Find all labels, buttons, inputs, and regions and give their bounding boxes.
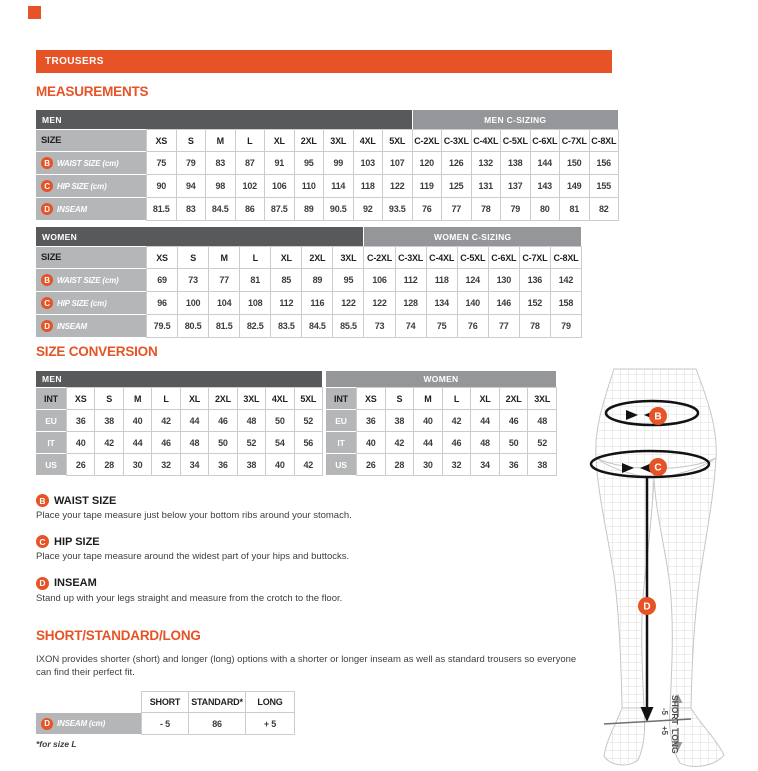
value-cell: 90: [147, 175, 176, 197]
guide-hip: [36, 535, 456, 563]
value-cell: 152: [520, 292, 550, 314]
value-cell: 85: [271, 269, 301, 291]
guide-text: Stand up with your legs straight and measure from the crotch to the floor.: [36, 592, 343, 604]
size-header-cell: C-7XL: [520, 247, 550, 268]
footnote: *for size L: [36, 739, 77, 749]
value-cell: 146: [489, 292, 519, 314]
size-header-cell: M: [124, 388, 151, 409]
row-label-text: WAIST SIZE (cm): [57, 275, 119, 285]
region-row-label: EU: [36, 410, 66, 431]
size-header-cell: 4XL: [354, 130, 383, 151]
group-band: MEN: [36, 110, 412, 129]
value-cell: 75: [147, 152, 176, 174]
value-cell: 69: [147, 269, 177, 291]
row-label-text: HIP SIZE (cm): [57, 298, 107, 308]
d-badge: D: [36, 577, 49, 590]
value-cell: 32: [443, 454, 471, 475]
value-cell: 142: [551, 269, 581, 291]
value-cell: 130: [489, 269, 519, 291]
value-cell: 98: [206, 175, 235, 197]
size-header-cell: L: [236, 130, 265, 151]
d-badge: D: [41, 203, 53, 215]
value-cell: 80: [531, 198, 560, 220]
value-cell: 36: [500, 454, 528, 475]
value-cell: 89: [295, 198, 324, 220]
inseam-options-table: [36, 692, 293, 734]
value-cell: 42: [95, 432, 122, 453]
value-cell: 100: [178, 292, 208, 314]
value-cell: 140: [458, 292, 488, 314]
size-header-cell: 4XL: [266, 388, 293, 409]
value-cell: 46: [152, 432, 179, 453]
size-header-cell: XS: [147, 130, 176, 151]
value-cell: 158: [551, 292, 581, 314]
size-header-cell: C-6XL: [531, 130, 560, 151]
value-cell: 79: [177, 152, 206, 174]
size-header-cell: 2XL: [500, 388, 528, 409]
size-header-cell: 2XL: [209, 388, 236, 409]
size-header-cell: XS: [147, 247, 177, 268]
value-cell: 38: [95, 410, 122, 431]
value-cell: 124: [458, 269, 488, 291]
csizing-band: MEN C-SIZING: [413, 110, 619, 129]
int-row-label: INT: [326, 388, 356, 409]
size-header-cell: C-4XL: [472, 130, 501, 151]
value-cell: 74: [396, 315, 426, 337]
value-cell: 104: [209, 292, 239, 314]
measurements-table-men: [36, 110, 618, 220]
value-cell: 108: [240, 292, 270, 314]
value-cell: 26: [67, 454, 94, 475]
value-cell: 46: [443, 432, 471, 453]
size-header-cell: M: [209, 247, 239, 268]
size-header-cell: S: [386, 388, 414, 409]
value-cell: 84.5: [302, 315, 332, 337]
size-header-cell: L: [240, 247, 270, 268]
value-cell: 36: [357, 410, 385, 431]
value-cell: 156: [590, 152, 619, 174]
value-cell: 81: [240, 269, 270, 291]
size-header-cell: M: [414, 388, 442, 409]
measurements-table-women: [36, 227, 581, 337]
value-cell: 40: [67, 432, 94, 453]
b-badge: B: [41, 274, 53, 286]
value-cell: 83.5: [271, 315, 301, 337]
group-band: MEN: [36, 371, 322, 387]
value-cell: 136: [520, 269, 550, 291]
size-header-cell: XL: [265, 130, 294, 151]
value-cell: 125: [442, 175, 471, 197]
value-cell: 126: [442, 152, 471, 174]
row-label: [36, 269, 146, 291]
value-cell: 78: [520, 315, 550, 337]
value-cell: 85.5: [333, 315, 363, 337]
value-cell: 132: [472, 152, 501, 174]
value-cell: 89: [302, 269, 332, 291]
value-cell: 99: [324, 152, 353, 174]
size-header-cell: 2XL: [302, 247, 332, 268]
size-header-cell: XL: [181, 388, 208, 409]
value-cell: 91: [265, 152, 294, 174]
group-band: WOMEN: [326, 371, 556, 387]
value-cell: 118: [354, 175, 383, 197]
value-cell: 76: [413, 198, 442, 220]
value-cell: 122: [383, 175, 412, 197]
value-cell: 92: [354, 198, 383, 220]
guide-title: WAIST SIZE: [54, 494, 117, 507]
value-cell: 36: [67, 410, 94, 431]
conversion-table-men: [36, 371, 322, 475]
size-guide-figure: [588, 366, 758, 771]
value-cell: 52: [528, 432, 556, 453]
b-badge: B: [36, 494, 49, 507]
value-cell: 103: [354, 152, 383, 174]
value-cell: 75: [427, 315, 457, 337]
value-cell: 149: [560, 175, 589, 197]
row-label: [36, 198, 146, 220]
value-cell: 44: [124, 432, 151, 453]
value-cell: 42: [443, 410, 471, 431]
value-cell: 76: [458, 315, 488, 337]
short-label: SHORT: [670, 695, 680, 725]
value-cell: 48: [528, 410, 556, 431]
value-cell: 56: [295, 432, 322, 453]
size-header-cell: C-3XL: [442, 130, 471, 151]
value-cell: 86: [189, 713, 245, 734]
value-cell: 128: [396, 292, 426, 314]
value-cell: 144: [531, 152, 560, 174]
short-offset: -5: [660, 708, 669, 716]
row-label-text: INSEAM (cm): [57, 719, 106, 728]
short-standard-long-title: SHORT/STANDARD/LONG: [36, 628, 201, 643]
size-header-cell: 3XL: [528, 388, 556, 409]
size-conversion-title: SIZE CONVERSION: [36, 344, 158, 359]
value-cell: 122: [333, 292, 363, 314]
value-cell: 30: [414, 454, 442, 475]
value-cell: 26: [357, 454, 385, 475]
size-header-cell: XL: [471, 388, 499, 409]
value-cell: 94: [177, 175, 206, 197]
size-header-cell: C-4XL: [427, 247, 457, 268]
trousers-wireframe: [596, 369, 724, 766]
value-cell: 80.5: [178, 315, 208, 337]
row-label: [36, 315, 146, 337]
value-cell: 38: [528, 454, 556, 475]
measurements-title: MEASUREMENTS: [36, 84, 149, 99]
value-cell: 116: [302, 292, 332, 314]
value-cell: 134: [427, 292, 457, 314]
b-badge: B: [41, 157, 53, 169]
value-cell: 46: [209, 410, 236, 431]
value-cell: 48: [181, 432, 208, 453]
c-badge: C: [41, 180, 53, 192]
value-cell: 114: [324, 175, 353, 197]
value-cell: 42: [295, 454, 322, 475]
region-row-label: US: [326, 454, 356, 475]
value-cell: 42: [152, 410, 179, 431]
value-cell: 86: [236, 198, 265, 220]
value-cell: 81.5: [209, 315, 239, 337]
guide-inseam: [36, 577, 456, 605]
value-cell: 73: [364, 315, 394, 337]
size-header-cell: M: [206, 130, 235, 151]
value-cell: 44: [181, 410, 208, 431]
value-cell: 150: [560, 152, 589, 174]
row-label-text: INSEAM: [57, 321, 87, 331]
size-header-cell: 5XL: [383, 130, 412, 151]
size-header-cell: 3XL: [238, 388, 265, 409]
value-cell: 137: [501, 175, 530, 197]
value-cell: 96: [147, 292, 177, 314]
value-cell: 40: [414, 410, 442, 431]
value-cell: 93.5: [383, 198, 412, 220]
size-header-cell: C-7XL: [560, 130, 589, 151]
value-cell: 38: [386, 410, 414, 431]
region-row-label: IT: [326, 432, 356, 453]
size-header-cell: XS: [357, 388, 385, 409]
value-cell: 112: [271, 292, 301, 314]
size-header-cell: L: [152, 388, 179, 409]
value-cell: 44: [414, 432, 442, 453]
guide-text: Place your tape measure just below your bottom ribs around your stomach.: [36, 510, 352, 521]
value-cell: - 5: [142, 713, 188, 734]
long-label: LONG: [670, 729, 680, 754]
value-cell: 54: [266, 432, 293, 453]
guide-text: Place your tape measure around the widest part of your hips and buttocks.: [36, 551, 350, 563]
value-cell: 81: [560, 198, 589, 220]
size-header-cell: C-6XL: [489, 247, 519, 268]
value-cell: 78: [472, 198, 501, 220]
value-cell: 36: [209, 454, 236, 475]
int-row-label: INT: [36, 388, 66, 409]
value-cell: 118: [427, 269, 457, 291]
size-header-cell: C-5XL: [501, 130, 530, 151]
value-cell: 122: [364, 292, 394, 314]
size-header-cell: C-2XL: [413, 130, 442, 151]
value-cell: 84.5: [206, 198, 235, 220]
measure-guides: [36, 494, 456, 618]
row-label: [36, 175, 146, 197]
guide-title: HIP SIZE: [54, 535, 100, 548]
size-header-cell: 3XL: [333, 247, 363, 268]
long-offset: +5: [660, 726, 669, 736]
size-header-cell: 2XL: [295, 130, 324, 151]
row-label-text: HIP SIZE (cm): [57, 181, 107, 191]
c-badge: C: [41, 297, 53, 309]
value-cell: 52: [238, 432, 265, 453]
value-cell: 32: [152, 454, 179, 475]
brand-logo-mark: [28, 6, 41, 19]
col-header-long: LONG: [246, 692, 294, 712]
c-badge-letter: C: [654, 462, 662, 474]
guide-title: INSEAM: [54, 577, 97, 590]
value-cell: 40: [357, 432, 385, 453]
value-cell: 77: [209, 269, 239, 291]
row-label: [36, 152, 146, 174]
value-cell: 38: [238, 454, 265, 475]
b-badge-letter: B: [654, 411, 662, 423]
value-cell: 44: [471, 410, 499, 431]
value-cell: 42: [386, 432, 414, 453]
value-cell: 95: [333, 269, 363, 291]
value-cell: + 5: [246, 713, 294, 734]
trousers-banner: TROUSERS: [36, 50, 612, 73]
value-cell: 110: [295, 175, 324, 197]
value-cell: 90.5: [324, 198, 353, 220]
size-header-cell: C-3XL: [396, 247, 426, 268]
size-header-cell: S: [95, 388, 122, 409]
value-cell: 77: [442, 198, 471, 220]
size-header-cell: 3XL: [324, 130, 353, 151]
size-header-cell: C-8XL: [590, 130, 619, 151]
value-cell: 34: [471, 454, 499, 475]
value-cell: 138: [501, 152, 530, 174]
value-cell: 40: [266, 454, 293, 475]
size-header-cell: C-5XL: [458, 247, 488, 268]
size-row-label: SIZE: [36, 247, 146, 268]
value-cell: 79: [501, 198, 530, 220]
size-header-cell: 5XL: [295, 388, 322, 409]
size-header-cell: C-8XL: [551, 247, 581, 268]
size-header-cell: C-2XL: [364, 247, 394, 268]
short-standard-long-text: IXON provides shorter (short) and longer (long) options with a shorter or longer inseam as well as standard trousers so everyone can find their perfect fit.: [36, 654, 577, 678]
value-cell: 83: [206, 152, 235, 174]
value-cell: 143: [531, 175, 560, 197]
value-cell: 106: [364, 269, 394, 291]
value-cell: 79.5: [147, 315, 177, 337]
value-cell: 52: [295, 410, 322, 431]
value-cell: 87: [236, 152, 265, 174]
d-badge: D: [41, 718, 53, 730]
value-cell: 95: [295, 152, 324, 174]
d-badge: D: [41, 320, 53, 332]
value-cell: 112: [396, 269, 426, 291]
c-badge: C: [36, 535, 49, 548]
csizing-band: WOMEN C-SIZING: [364, 227, 581, 246]
conversion-table-women: [326, 371, 556, 475]
value-cell: 79: [551, 315, 581, 337]
value-cell: 73: [178, 269, 208, 291]
value-cell: 28: [95, 454, 122, 475]
guide-waist: [36, 494, 456, 522]
size-row-label: SIZE: [36, 130, 146, 151]
value-cell: 81.5: [147, 198, 176, 220]
region-row-label: US: [36, 454, 66, 475]
value-cell: 28: [386, 454, 414, 475]
col-header-standard: STANDARD*: [189, 692, 245, 712]
value-cell: 82: [590, 198, 619, 220]
value-cell: 50: [266, 410, 293, 431]
table-spacer: [36, 692, 141, 712]
value-cell: 155: [590, 175, 619, 197]
col-header-short: SHORT: [142, 692, 188, 712]
value-cell: 83: [177, 198, 206, 220]
size-header-cell: XS: [67, 388, 94, 409]
value-cell: 48: [238, 410, 265, 431]
region-row-label: IT: [36, 432, 66, 453]
value-cell: 131: [472, 175, 501, 197]
size-header-cell: S: [177, 130, 206, 151]
value-cell: 34: [181, 454, 208, 475]
row-label-text: WAIST SIZE (cm): [57, 158, 119, 168]
size-header-cell: S: [178, 247, 208, 268]
size-header-cell: XL: [271, 247, 301, 268]
value-cell: 120: [413, 152, 442, 174]
value-cell: 106: [265, 175, 294, 197]
value-cell: 82.5: [240, 315, 270, 337]
inseam-row-label: [36, 713, 141, 734]
value-cell: 87.5: [265, 198, 294, 220]
value-cell: 119: [413, 175, 442, 197]
value-cell: 40: [124, 410, 151, 431]
value-cell: 107: [383, 152, 412, 174]
value-cell: 102: [236, 175, 265, 197]
d-badge-letter: D: [643, 601, 651, 613]
row-label: [36, 292, 146, 314]
size-header-cell: L: [443, 388, 471, 409]
value-cell: 50: [209, 432, 236, 453]
value-cell: 50: [500, 432, 528, 453]
value-cell: 30: [124, 454, 151, 475]
value-cell: 77: [489, 315, 519, 337]
group-band: WOMEN: [36, 227, 363, 246]
value-cell: 46: [500, 410, 528, 431]
region-row-label: EU: [326, 410, 356, 431]
value-cell: 48: [471, 432, 499, 453]
row-label-text: INSEAM: [57, 204, 87, 214]
